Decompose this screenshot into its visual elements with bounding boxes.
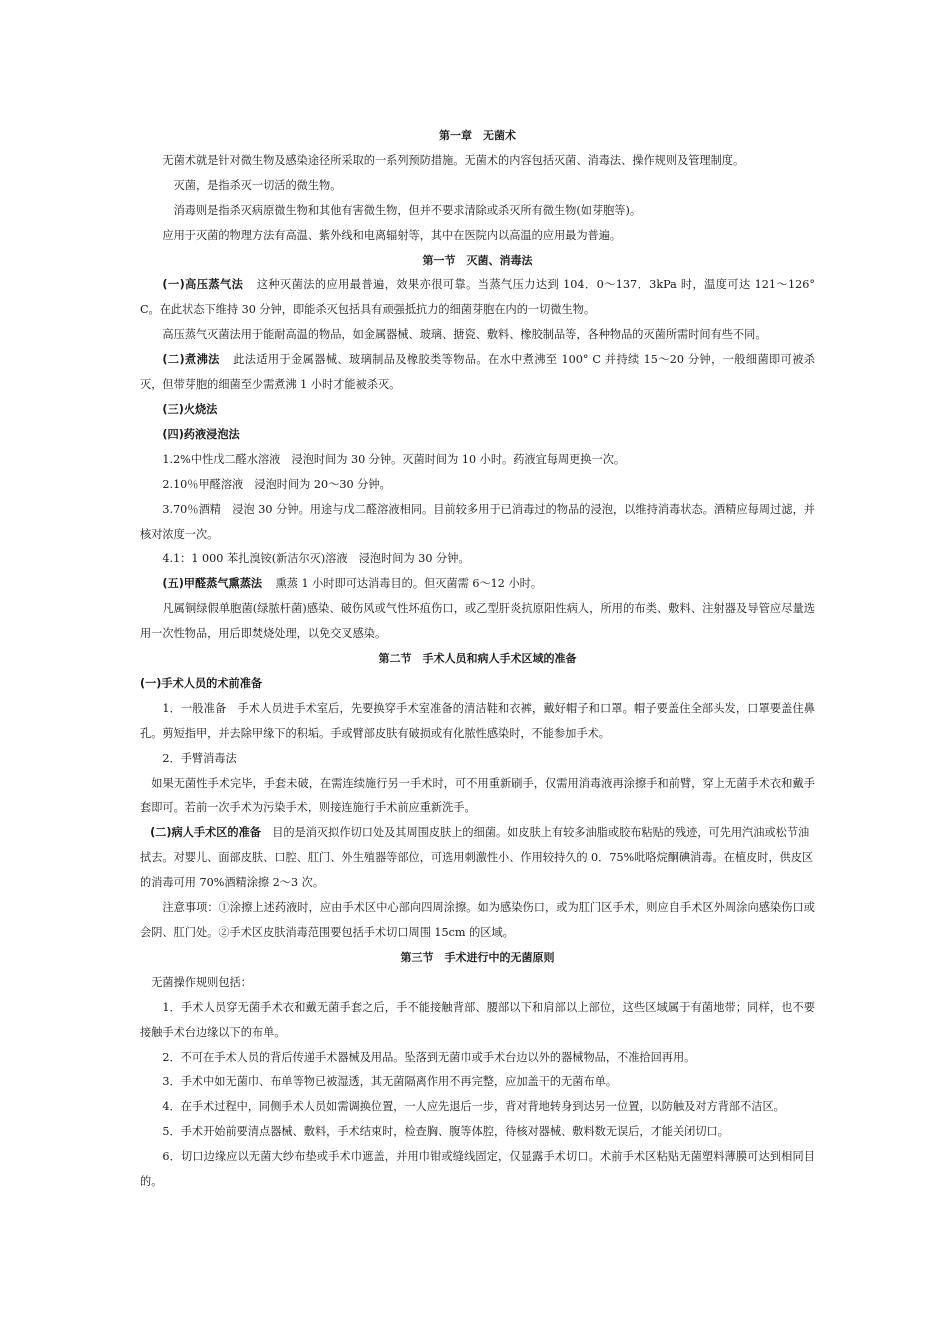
- method-label: (一)高压蒸气法: [162, 278, 244, 292]
- method-label: (四)药液浸泡法: [162, 427, 240, 441]
- paragraph: 如果无菌性手术完毕，手套未破，在需连续施行另一手术时，可不用重新刷手，仅需用消毒液再涂擦手和前臂，穿上无菌手术衣和戴手套即可。若前一次手术为污染手术，则接连施行手术前应重新洗手。: [140, 776, 815, 815]
- list-item: 4．在手术过程中，同侧手术人员如需调换位置，一人应先退后一步，背对背地转身到达另一位置，以防触及对方背部不洁区。: [162, 1100, 785, 1114]
- list-item: 3．手术中如无菌巾、布单等物已被湿透，其无菌隔离作用不再完整，应加盖干的无菌布单。: [162, 1075, 618, 1089]
- paragraph: 消毒则是指杀灭病原微生物和其他有害微生物，但并不要求清除或杀灭所有微生物(如芽胞等)。: [173, 203, 642, 217]
- paragraph: 高压蒸气灭菌法用于能耐高温的物品，如金属器械、玻璃、搪瓷、敷料、橡胶制品等，各种物品的灭菌所需时间有些不同。: [162, 328, 767, 342]
- method-heading: [140, 398, 815, 423]
- paragraph: [140, 821, 815, 896]
- chapter-title: 第一章 无菌术: [439, 129, 516, 142]
- method-label: (二)煮沸法: [162, 353, 220, 367]
- section-title: 第二节 手术人员和病人手术区域的准备: [378, 652, 577, 666]
- paragraph: [140, 273, 815, 323]
- list-item: 2．手臂消毒法: [162, 751, 237, 765]
- method-text: 熏蒸 1 小时即可达消毒目的。但灭菌需 6～12 小时。: [275, 577, 543, 591]
- paragraph: [140, 572, 815, 597]
- paragraph: 无菌操作规则包括：: [151, 975, 252, 989]
- paragraph: 无菌术就是针对微生物及感染途径所采取的一系列预防措施。无菌术的内容包括灭菌、消毒法、操作规则及管理制度。: [162, 153, 745, 167]
- section-title: 第一节 灭菌、消毒法: [422, 253, 533, 267]
- list-item: 5．手术开始前要清点器械、敷料，手术结束时，检查胸、腹等体腔，待核对器械、敷料数无误后，才能关闭切口。: [162, 1125, 729, 1139]
- method-text: 这种灭菌法的应用最普遍，效果亦很可靠。当蒸气压力达到 104．0～137．3kPa 时，温度可达 121～126° C。在此状态下维持 30 分钟，即能杀灭包括具有顽强抵抗力的细菌芽胞在内的一切微生物。: [140, 278, 816, 317]
- subsection-title: (一)手术人员的术前准备: [140, 676, 263, 690]
- list-item: 2.10％甲醛溶液 浸泡时间为 20～30 分钟。: [162, 477, 391, 491]
- paragraph-text: 目的是消灭拟作切口处及其周围皮肤上的细菌。如皮肤上有较多油脂或胶布粘贴的残迹，可先用汽油或松节油拭去。对婴儿、面部皮肤、口腔、肛门、外生殖器等部位，可选用刺激性小、作用较持久的 0．75%吡咯烷酮碘消毒。在植皮时，供皮区的消毒可用 70%酒精涂擦 2～3 次。: [140, 826, 814, 890]
- paragraph: 灭菌，是指杀灭一切活的微生物。: [173, 178, 342, 192]
- paragraph: 应用于灭菌的物理方法有高温、紫外线和电离辐射等，其中在医院内以高温的应用最为普遍。: [162, 228, 622, 242]
- list-item: 1．手术人员穿无菌手术衣和戴无菌手套之后，手不能接触背部、腰部以下和肩部以上部位，这些区域属于有菌地带；同样，也不要接触手术台边缘以下的布单。: [140, 1000, 815, 1039]
- paragraph: 凡属铜绿假单胞菌(绿脓杆菌)感染、破伤风或气性坏疽伤口，或乙型肝炎抗原阳性病人，所用的布类、敷料、注射器及导管应尽量选用一次性物品，用后即焚烧处理，以免交叉感染。: [140, 602, 815, 641]
- paragraph: [140, 348, 815, 398]
- list-item: 1.2%中性戊二醛水溶液 浸泡时间为 30 分钟。灭菌时间为 10 小时。药液宜每周更换一次。: [162, 452, 626, 466]
- subsection-title: (二)病人手术区的准备: [150, 826, 261, 840]
- list-item: 1．一般准备 手术人员进手术室后，先要换穿手术室准备的清洁鞋和衣裤，戴好帽子和口罩。帽子要盖住全部头发，口罩要盖住鼻孔。剪短指甲，并去除甲缘下的积垢。手或臂部皮肤有破损或有化脓性感染时，不能参加手术。: [140, 701, 815, 740]
- section-title: 第三节 手术进行中的无菌原则: [400, 950, 555, 964]
- method-label: (三)火烧法: [162, 402, 218, 416]
- method-heading: [140, 423, 815, 448]
- list-item: 2．不可在手术人员的背后传递手术器械及用品。坠落到无菌巾或手术台边以外的器械物品，不准拾回再用。: [162, 1050, 696, 1064]
- paragraph: 注意事项：①涂擦上述药液时，应由手术区中心部向四周涂擦。如为感染伤口，或为肛门区手术，则应自手术区外周涂向感染伤口或会阴、肛门处。②手术区皮肤消毒范围要包括手术切口周围 15cm 的区域。: [140, 901, 815, 939]
- list-item: 4.1：1 000 苯扎溴铵(新洁尔灭)溶液 浸泡时间为 30 分钟。: [162, 552, 470, 566]
- list-item: 6．切口边缘应以无菌大纱布垫或手术巾遮盖，并用巾钳或缝线固定，仅显露手术切口。术前手术区粘贴无菌塑料薄膜可达到相同目的。: [140, 1150, 815, 1189]
- list-item: 3.70％酒精 浸泡 30 分钟。用途与戊二醛溶液相同。目前较多用于已消毒过的物品的浸泡，以维持消毒状态。酒精应每周过滤，并核对浓度一次。: [140, 502, 815, 541]
- method-label: (五)甲醛蒸气熏蒸法: [162, 577, 263, 591]
- method-text: 此法适用于金属器械、玻璃制品及橡胶类等物品。在水中煮沸至 100° C 并持续 15～20 分钟，一般细菌即可被杀灭，但带芽胞的细菌至少需煮沸 1 小时才能被杀灭。: [140, 353, 815, 392]
- document-page: [140, 124, 815, 1195]
